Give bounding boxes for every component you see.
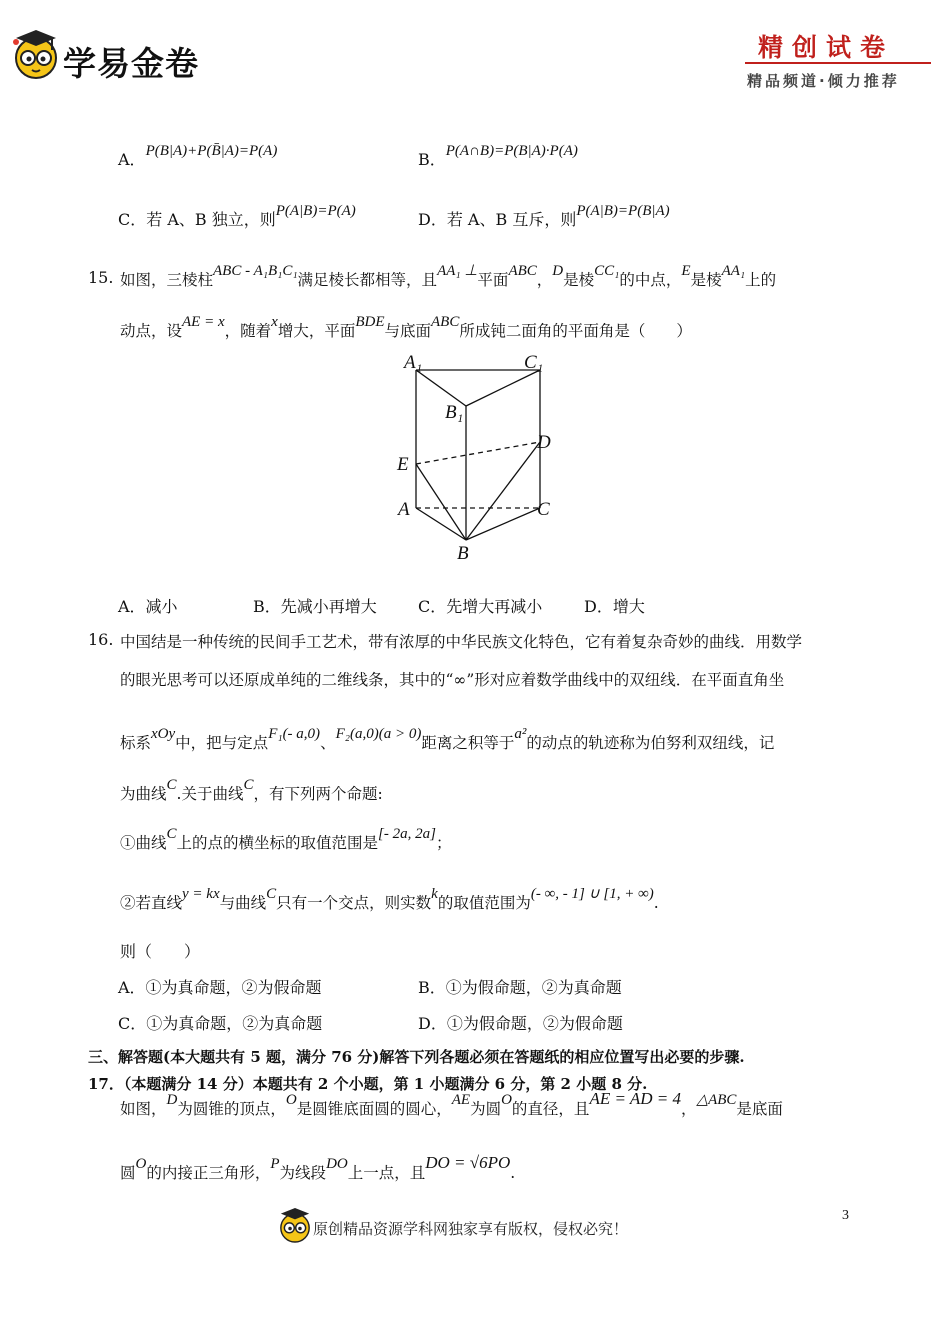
- q16-text: ，有下列两个命题:: [253, 785, 383, 803]
- q15-option-a: A．减小: [118, 597, 178, 616]
- edge-e-b: [416, 464, 466, 540]
- q14-option-d: [418, 203, 670, 230]
- q14-option-a-formula: P(B|A)+P(B̄|A)=P(A): [145, 143, 278, 159]
- q16-line3: [120, 726, 775, 753]
- q16-line1: 中国结是一种传统的民间手工艺术，带有浓厚的中华民族文化特色，它有着复杂奇妙的曲线．用数学: [120, 633, 803, 651]
- q15-math-x: x: [271, 314, 278, 330]
- q17-math-o: O: [135, 1156, 147, 1172]
- edge-a1-b1: [416, 370, 466, 406]
- brand-divider: [745, 62, 931, 64]
- q16-then: 则（ ）: [120, 942, 201, 961]
- brand-subtitle: 精品频道·倾力推荐: [747, 72, 900, 90]
- q16-math-f1: F₁(- a,0): [268, 726, 321, 742]
- q16-text: 距离之积等于: [421, 734, 515, 752]
- q16-text: .关于曲线: [176, 785, 244, 803]
- q16-text: 的动点的轨迹称为伯努利双纽线，记: [526, 734, 775, 752]
- q15-math-perp: AA₁ ⊥: [437, 263, 478, 279]
- q16-text: 标系: [120, 734, 152, 752]
- q16-math-f2: F₂(a,0)(a > 0): [335, 726, 422, 742]
- q17-math-ratio: DO = √6PO: [425, 1153, 511, 1172]
- q15-text: 动点，设: [120, 322, 183, 340]
- label-d: D: [537, 432, 551, 453]
- q14-option-a-label: A．: [118, 150, 146, 169]
- q17-line1: [120, 1089, 783, 1119]
- q17-text: 是圆锥底面圆的圆心，: [296, 1100, 452, 1118]
- q14-option-c: [118, 203, 356, 230]
- q14-option-c-formula: P(A|B)=P(A): [275, 203, 356, 219]
- q17-math-triangle: △ABC: [696, 1092, 737, 1108]
- q17-heading: 17．（本题满分 14 分）本题共有 2 个小题，第 1 小题满分 6 分，第 2 小题 8 分.: [88, 1075, 648, 1093]
- q15-text: 是棱: [563, 271, 595, 289]
- q16-option-b: B．①为假命题，②为真命题: [418, 978, 622, 997]
- q17-text: 圆: [120, 1164, 136, 1182]
- q15-line1: [120, 263, 777, 290]
- q15-text: 如图，三棱柱: [120, 271, 214, 289]
- q16-math-c: C: [266, 886, 277, 902]
- q16-math-c: C: [166, 777, 177, 793]
- q15-math-d: D: [552, 263, 564, 279]
- q15-text: ，随着: [224, 322, 272, 340]
- q17-line2: [120, 1153, 516, 1183]
- q14-option-b: [418, 143, 578, 170]
- q16-option-a: A．①为真命题，②为假命题: [118, 978, 322, 997]
- q16-number: 16.: [88, 630, 114, 649]
- q16-text: 、: [320, 734, 336, 752]
- q17-math-ae: AE: [451, 1092, 471, 1108]
- q16-proposition-1: [120, 826, 452, 853]
- q16-math-c: C: [243, 777, 254, 793]
- q17-text: 的直径，且: [511, 1100, 590, 1118]
- q17-text: 如图，: [120, 1100, 167, 1118]
- q16-math-a2: a²: [514, 726, 527, 742]
- q15-text: 所成钝二面角的平面角是（ ）: [459, 322, 692, 340]
- q17-math-o: O: [285, 1092, 297, 1108]
- q16-math-range: [- 2a, 2a]: [378, 826, 436, 842]
- q17-math-do: DO: [326, 1156, 348, 1172]
- q17-text: 为线段: [279, 1164, 327, 1182]
- owl-mascot-icon: [12, 28, 60, 80]
- q14-option-b-formula: P(A∩B)=P(B|A)·P(A): [445, 143, 578, 159]
- q16-text: 与曲线: [219, 894, 267, 912]
- edge-b1-c1: [466, 370, 540, 406]
- q15-math-cc1: CC₁: [594, 263, 620, 279]
- q15-text: 与底面: [384, 322, 432, 340]
- section-3-heading: 三、解答题(本大题共有 5 题，满分 76 分)解答下列各题必须在答题纸的相应位置写出必要的步骤.: [88, 1048, 745, 1066]
- label-b1: B₁: [445, 402, 464, 423]
- label-a1: A₁: [404, 352, 423, 373]
- q15-text: 增大，平面: [277, 322, 356, 340]
- q17-math-p: P: [270, 1156, 280, 1172]
- q15-math-abc: ABC: [431, 314, 460, 330]
- q15-math-ae: AE = x: [182, 314, 225, 330]
- q17-text: 上一点，且: [347, 1164, 426, 1182]
- q17-text: 的内接正三角形，: [146, 1164, 271, 1182]
- footer-copyright: 原创精品资源学科网独家享有版权，侵权必究！: [313, 1220, 629, 1238]
- q14-option-d-label: D．若 A、B 互斥，则: [418, 210, 577, 229]
- q15-math-abc: ABC: [508, 263, 537, 279]
- q17-text: 是底面: [736, 1100, 783, 1118]
- edge-c-b: [466, 508, 540, 540]
- q15-text: 是棱: [690, 271, 722, 289]
- q16-math-c: C: [166, 826, 177, 842]
- q14-option-b-label: B．: [418, 150, 446, 169]
- q14-option-c-label: C．若 A、B 独立，则: [118, 210, 276, 229]
- page-number: 3: [842, 1208, 849, 1223]
- q16-math-k-range: (- ∞, - 1] ∪ [1, + ∞): [530, 886, 654, 902]
- q16-text: .: [653, 894, 659, 912]
- q15-math-bde: BDE: [355, 314, 385, 330]
- q17-text: .: [510, 1164, 516, 1182]
- q15-text: 上的: [745, 271, 777, 289]
- brand-title: 精创试卷: [758, 33, 895, 62]
- label-c: C: [537, 499, 550, 520]
- edge-e-d-dashed: [416, 442, 540, 464]
- q15-option-b: B．先减小再增大: [253, 597, 377, 616]
- header-logo: [12, 28, 60, 84]
- label-e: E: [397, 454, 409, 475]
- q15-number: 15.: [88, 268, 114, 287]
- q16-option-d: D．①为假命题，②为假命题: [418, 1014, 623, 1033]
- q16-line2: 的眼光思考可以还原成单纯的二维线条，其中的“∞”形对应着数学曲线中的双纽线．在平面直角坐: [120, 671, 785, 689]
- q16-text: ②若直线: [120, 894, 183, 912]
- q16-text: 中，把与定点: [175, 734, 269, 752]
- q16-text: 只有一个交点，则实数: [276, 894, 432, 912]
- q16-math-line: y = kx: [182, 886, 220, 902]
- logo-title: 学易金卷: [63, 44, 199, 83]
- label-c1: C₁: [524, 352, 544, 373]
- q16-line4: [120, 777, 383, 804]
- edge-d-b: [466, 442, 540, 540]
- q16-text: 的取值范围为: [437, 894, 531, 912]
- q17-math-o: O: [501, 1092, 512, 1108]
- q16-math-xoy: xOy: [151, 726, 176, 742]
- q15-text: 的中点，: [619, 271, 682, 289]
- q16-text: ①曲线: [120, 834, 167, 852]
- label-b: B: [457, 543, 469, 564]
- q17-math-length: AE = AD = 4: [589, 1089, 682, 1108]
- q15-math-aa1: AA₁: [721, 263, 746, 279]
- q16-option-c: C．①为真命题，②为真命题: [118, 1014, 323, 1033]
- q15-text: 满足棱长都相等，且: [297, 271, 438, 289]
- q15-math-prism: ABC - A₁B₁C₁: [213, 263, 298, 279]
- prism-figure: [390, 350, 570, 565]
- q16-text: 为曲线: [120, 785, 167, 803]
- edge-a-b: [416, 508, 466, 540]
- q16-text: 上的点的横坐标的取值范围是: [176, 834, 379, 852]
- q16-proposition-2: [120, 886, 659, 913]
- q15-text: ，: [536, 271, 553, 289]
- q15-option-d: D．增大: [584, 597, 645, 616]
- q15-math-e: E: [681, 263, 691, 279]
- q16-text: ；: [435, 834, 452, 852]
- q17-math-d: D: [166, 1092, 178, 1108]
- q17-text: 为圆锥的顶点，: [177, 1100, 286, 1118]
- q14-option-a: [118, 143, 278, 170]
- q15-line2: [120, 314, 692, 341]
- label-a: A: [398, 499, 410, 520]
- q17-text: 为圆: [470, 1100, 502, 1118]
- q15-option-c: C．先增大再减小: [418, 597, 543, 616]
- q16-math-k: k: [431, 886, 438, 902]
- q15-text: 平面: [477, 271, 509, 289]
- q14-option-d-formula: P(A|B)=P(B|A): [576, 203, 670, 219]
- footer-owl-icon: [278, 1205, 312, 1245]
- q17-text: ，: [681, 1100, 697, 1118]
